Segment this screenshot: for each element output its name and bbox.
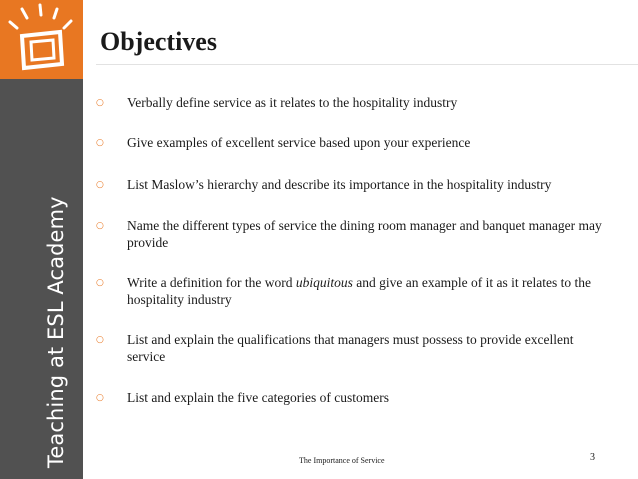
objective-text: List Maslow’s hierarchy and describe its importance in the hospitality industry [127,177,552,192]
objective-text: Write a definition for the word ubiquitous and give an example of it as it relates to the hospitality industry [127,275,591,307]
hollow-circle-bullet-icon: ○ [96,335,104,345]
hollow-circle-bullet-icon: ○ [96,180,104,190]
objective-text: List and explain the qualifications that managers must possess to provide excellent service [127,332,574,364]
sun-frame-logo-icon [0,0,83,79]
page-number: 3 [590,452,595,463]
objective-text: List and explain the five categories of customers [127,390,390,405]
hollow-circle-bullet-icon: ○ [96,393,104,403]
slide-title: Objectives [100,27,217,56]
hollow-circle-bullet-icon: ○ [96,98,104,108]
emphasis-word: ubiquitous [295,275,353,290]
objective-text: Name the different types of service the dining room manager and banquet manager may provide [127,218,602,250]
brand-text: Teaching at ESL Academy [44,196,68,468]
hollow-circle-bullet-icon: ○ [96,138,104,148]
hollow-circle-bullet-icon: ○ [96,278,104,288]
hollow-circle-bullet-icon: ○ [96,221,104,231]
objective-text: Verbally define service as it relates to the hospitality industry [127,95,458,110]
objective-text: Give examples of excellent service based upon your experience [127,135,471,150]
slide-footer: The Importance of Service [299,456,385,465]
title-divider [96,64,638,65]
logo [0,0,83,79]
sidebar [0,0,83,479]
